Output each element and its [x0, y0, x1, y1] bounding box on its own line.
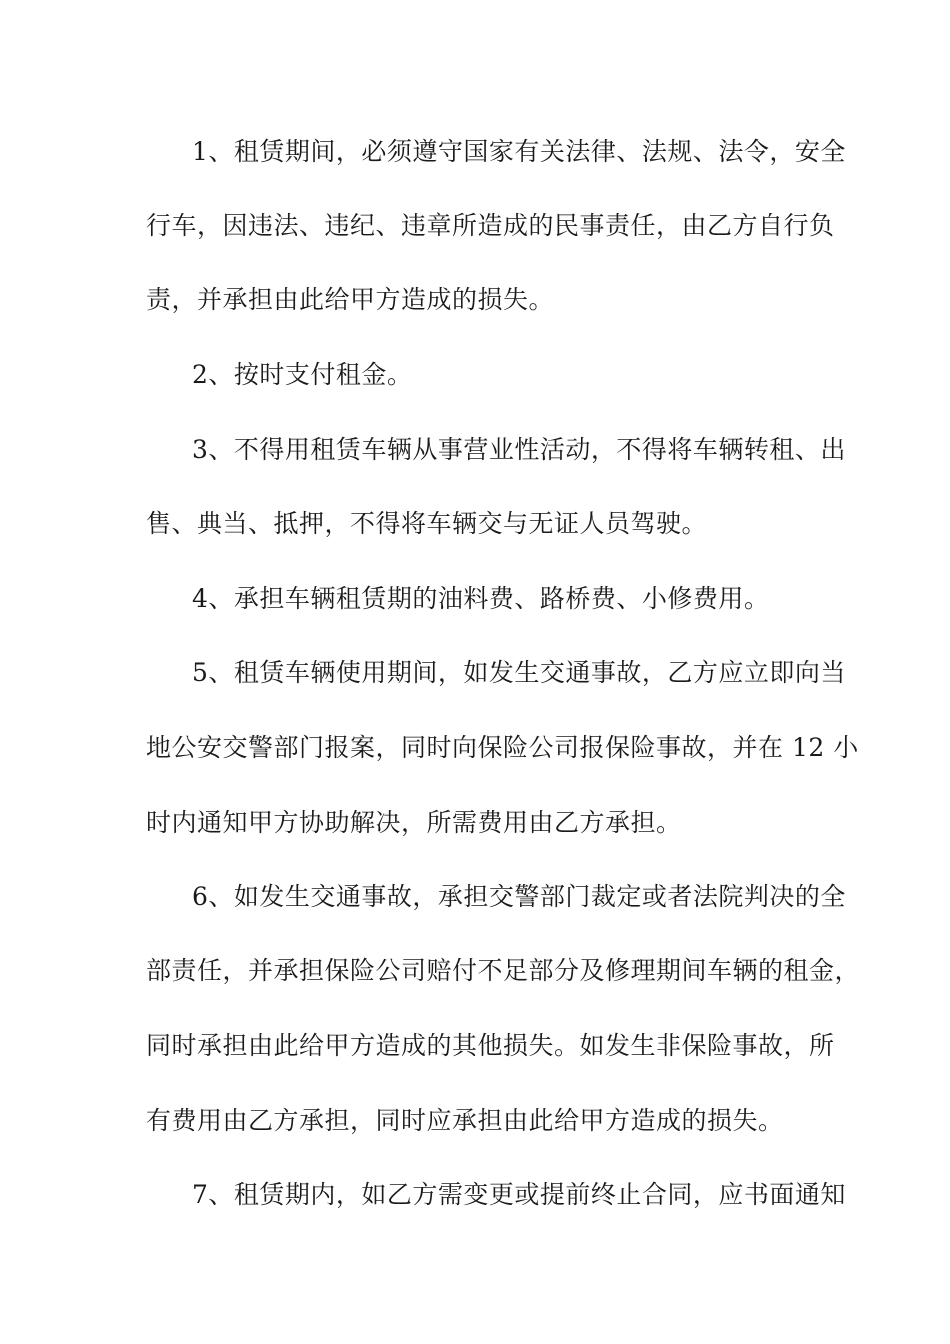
- clause-6-line-4: 有费用由乙方承担，同时应承担由此给甲方造成的损失。: [146, 1106, 784, 1135]
- clause-5-line-3: 时内通知甲方协助解决，所需费用由乙方承担。: [146, 808, 682, 837]
- clause-5-line-1: 5、租赁车辆使用期间，如发生交通事故，乙方应立即向当: [192, 658, 846, 687]
- clause-2-line-1: 2、按时支付租金。: [192, 360, 413, 389]
- clause-6-line-3: 同时承担由此给甲方造成的其他损失。如发生非保险事故，所: [146, 1031, 835, 1060]
- clause-4-line-1: 4、承担车辆租赁期的油料费、路桥费、小修费用。: [192, 584, 770, 613]
- clause-6-line-1: 6、如发生交通事故，承担交警部门裁定或者法院判决的全: [192, 882, 846, 911]
- clause-7-line-1: 7、租赁期内，如乙方需变更或提前终止合同，应书面通知: [192, 1180, 846, 1209]
- clause-1-line-2: 行车，因违法、违纪、违章所造成的民事责任，由乙方自行负: [146, 211, 835, 240]
- clause-3-line-1: 3、不得用租赁车辆从事营业性活动，不得将车辆转租、出: [192, 435, 846, 464]
- clause-6-line-2: 部责任，并承担保险公司赔付不足部分及修理期间车辆的租金，: [146, 956, 861, 985]
- clause-1-line-3: 责，并承担由此给甲方造成的损失。: [146, 285, 555, 314]
- clause-5-line-2: 地公安交警部门报案，同时向保险公司报保险事故，并在 12 小: [146, 733, 859, 762]
- clause-1-line-1: 1、租赁期间，必须遵守国家有关法律、法规、法令，安全: [192, 137, 846, 166]
- clause-3-line-2: 售、典当、抵押，不得将车辆交与无证人员驾驶。: [146, 509, 708, 538]
